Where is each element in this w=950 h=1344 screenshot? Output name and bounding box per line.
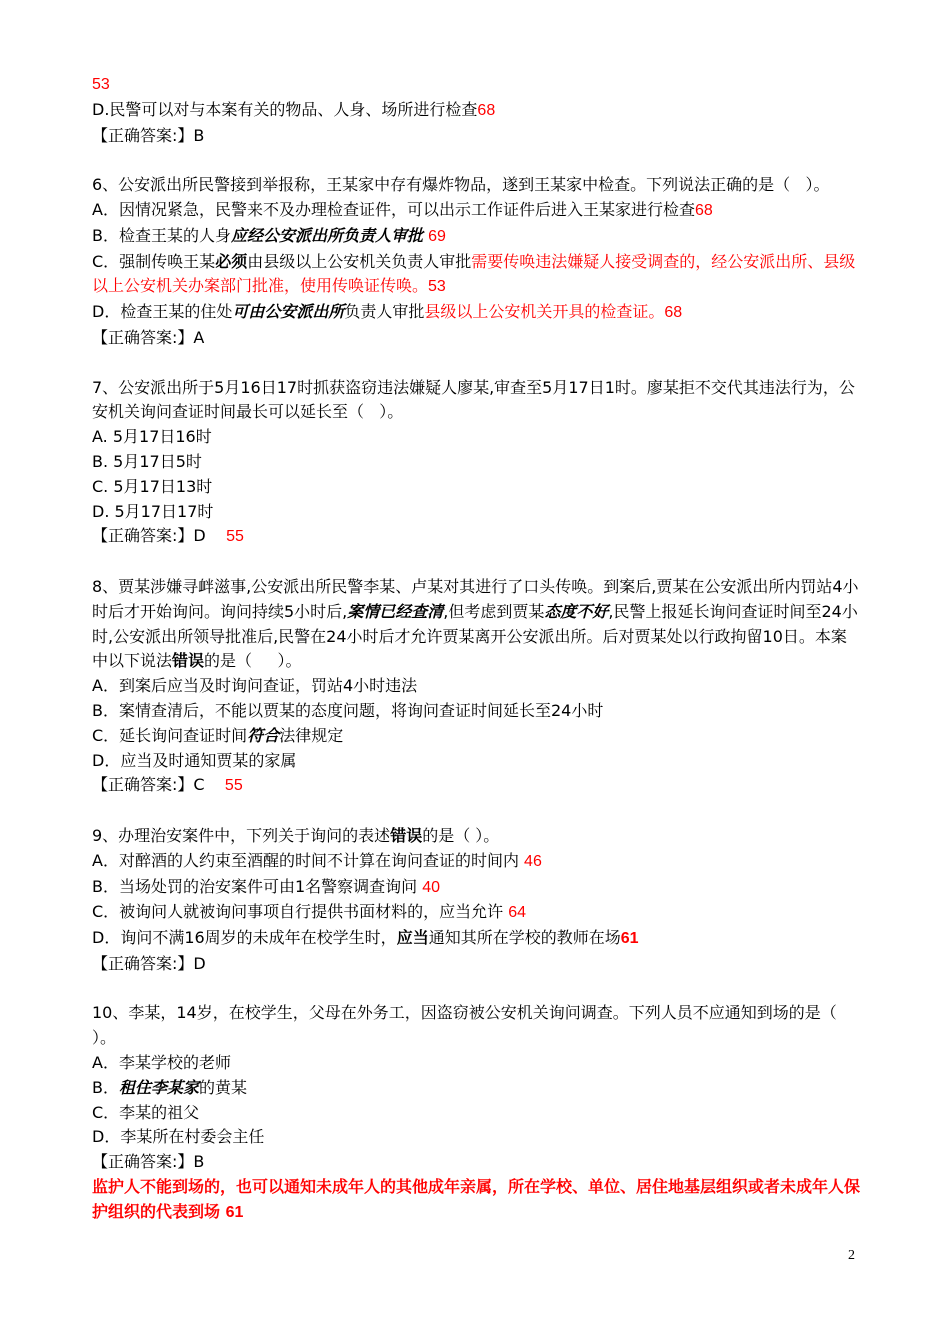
emphasis-text: 应当: [396, 928, 429, 948]
ref-number: 64: [508, 904, 527, 922]
explanation-note: [92, 1175, 862, 1226]
question-10-option-d: D．李某所在村委会主任: [92, 1127, 265, 1147]
emphasis-text: 态度不好: [544, 601, 609, 621]
option-text: B．检查王某的人身: [92, 225, 231, 245]
spacer: [92, 977, 862, 1002]
option-text: A．对醉酒的人约束至酒醒的时间不计算在询问查证的时间内: [92, 850, 519, 870]
question-10-option-b: [92, 1076, 862, 1101]
question-10-stem: 10、李某，14岁，在校学生，父母在外务工，因盗窃被公安机关询问调查。下列人员不应通知到场的是（ ）。: [92, 1003, 852, 1048]
emphasis-text: 可由公安派出所: [232, 302, 345, 322]
question-6-option-d: [92, 300, 862, 326]
stem-text: ,但考虑到贾某: [443, 601, 545, 621]
question-7-option-b: B. 5月17日5时: [92, 451, 202, 471]
option-text: D．检查王某的住处: [92, 302, 233, 322]
spacer: [92, 148, 862, 173]
stem-text: 8、贾某涉嫌寻衅滋事,公安派出所民警李某、卢某对其进行了口头传唤。到案后,贾某在公安派出所内罚站4小时后才开始询问。询问持续5小时后,: [92, 576, 859, 621]
annotation-note: 县级以上公安机关开具的检查证。: [424, 302, 665, 322]
page-number: 2: [848, 1248, 855, 1263]
ref-number: 68: [477, 101, 496, 119]
emphasis-text: 错误: [390, 825, 423, 845]
correct-answer: 【正确答案:】B: [92, 1152, 205, 1172]
correct-answer: 【正确答案:】D: [92, 953, 206, 973]
correct-answer: 【正确答案:】B: [92, 125, 205, 145]
question-9-option-a: [92, 849, 862, 875]
note-text: 监护人不能到场的，也可以通知未成年人的其他成年亲属，所在学校、单位、居住地基层组织或者未成年人保护组织的代表到场: [92, 1177, 861, 1221]
option-d: [92, 98, 862, 124]
question-10-option-a: A．李某学校的老师: [92, 1053, 231, 1073]
option-text: B．当场处罚的治安案件可由1名警察调查询问: [92, 876, 418, 896]
answer-text: 【正确答案:】C: [92, 775, 205, 795]
ref-number: 69: [428, 227, 446, 245]
ref-number: 61: [225, 1203, 244, 1221]
option-text: 法律规定: [279, 725, 344, 745]
ref-number: 68: [664, 304, 683, 322]
question-8-option-b: B．案情查清后，不能以贾某的态度问题，将询问查证时间延长至24小时: [92, 700, 604, 720]
emphasis-text: 租住李某家: [118, 1077, 199, 1097]
question-9-option-b: [92, 875, 862, 901]
option-text: B．: [92, 1077, 119, 1097]
option-text: 的黄某: [199, 1077, 248, 1097]
question-8-option-d: D．应当及时通知贾某的家属: [92, 750, 297, 770]
emphasis-text: 符合: [247, 725, 280, 745]
option-text: C．被询问人就被询问事项自行提供书面材料的，应当允许: [92, 902, 504, 922]
question-9-option-d: [92, 926, 862, 952]
option-text: C．延长询问查证时间: [92, 725, 248, 745]
ref-number: 68: [694, 201, 713, 219]
option-text: 由县级以上公安机关负责人审批: [247, 251, 472, 271]
stem-text: 的是（ ）。: [422, 825, 500, 845]
question-8-option-c: [92, 724, 862, 749]
stem-text: 的是（ ）。: [204, 651, 302, 671]
ref-number: 53: [92, 76, 110, 93]
option-text: D.民警可以对与本案有关的物品、人身、场所进行检查: [92, 99, 478, 119]
question-7-stem: 7、公安派出所于5月16日17时抓获盗窃违法嫌疑人廖某,审查至5月17日1时。廖某拒不交代其违法行为，公安机关询问查证时间最长可以延长至（ ）。: [92, 377, 855, 422]
correct-answer: [92, 524, 862, 550]
ref-number: 55: [226, 528, 244, 546]
ref-number: 53: [428, 278, 446, 296]
question-9-stem: [92, 824, 862, 849]
question-7-option-a: A. 5月17日16时: [92, 427, 212, 447]
emphasis-text: 应经公安派出所负责人审批: [230, 225, 423, 245]
question-6-option-a: [92, 198, 862, 224]
spacer: [92, 351, 862, 376]
question-6-option-c: [92, 250, 862, 301]
option-text: C．强制传唤王某: [92, 251, 216, 271]
option-text: A．因情况紧急，民警来不及办理检查证件，可以出示工作证件后进入王某家进行检查: [92, 199, 695, 219]
stem-text: 9、办理治安案件中，下列关于询问的表述: [92, 825, 391, 845]
option-text: 负责人审批: [344, 302, 425, 322]
ref-number: 61: [620, 930, 639, 948]
question-9-option-c: [92, 900, 862, 926]
spacer: [92, 799, 862, 824]
ref-number: 46: [524, 852, 542, 870]
annotation-note: 需要传唤违法嫌疑人接受调查的，经公安派出所、县级以上公安机关办案部门批准，使用传唤证传唤。: [92, 251, 856, 296]
option-text: D．询问不满16周岁的未成年在校学生时，: [92, 928, 397, 948]
spacer: [92, 550, 862, 575]
ref-number: 55: [224, 777, 243, 795]
reference-number: [92, 72, 862, 98]
emphasis-text: 必须: [215, 251, 248, 271]
emphasis-text: 案情已经查清: [347, 601, 444, 621]
question-8-stem: [92, 575, 862, 674]
question-8-option-a: A．到案后应当及时询问查证，罚站4小时违法: [92, 676, 418, 696]
ref-number: 40: [422, 878, 441, 896]
question-6-stem: 6、公安派出所民警接到举报称，王某家中存有爆炸物品，遂到王某家中检查。下列说法正确的是（ ）。: [92, 175, 830, 195]
correct-answer: [92, 773, 862, 799]
correct-answer: 【正确答案:】A: [92, 327, 205, 347]
question-7-option-c: C. 5月17日13时: [92, 476, 213, 496]
document-body: [92, 72, 862, 1226]
question-10-option-c: C．李某的祖父: [92, 1102, 200, 1122]
question-6-option-b: [92, 224, 862, 250]
option-text: 通知其所在学校的教师在场: [428, 928, 621, 948]
question-7-option-d: D. 5月17日17时: [92, 501, 214, 521]
emphasis-text: 错误: [172, 651, 205, 671]
answer-text: 【正确答案:】D: [92, 526, 206, 546]
stem-text: ,民警上报延长询问查证时间至24小时,公安派出所领导批准后,民警在24小时后才允许贾某离开公安派出所。后对贾某处以行政拘留10日。本案中以下说法: [92, 601, 858, 671]
